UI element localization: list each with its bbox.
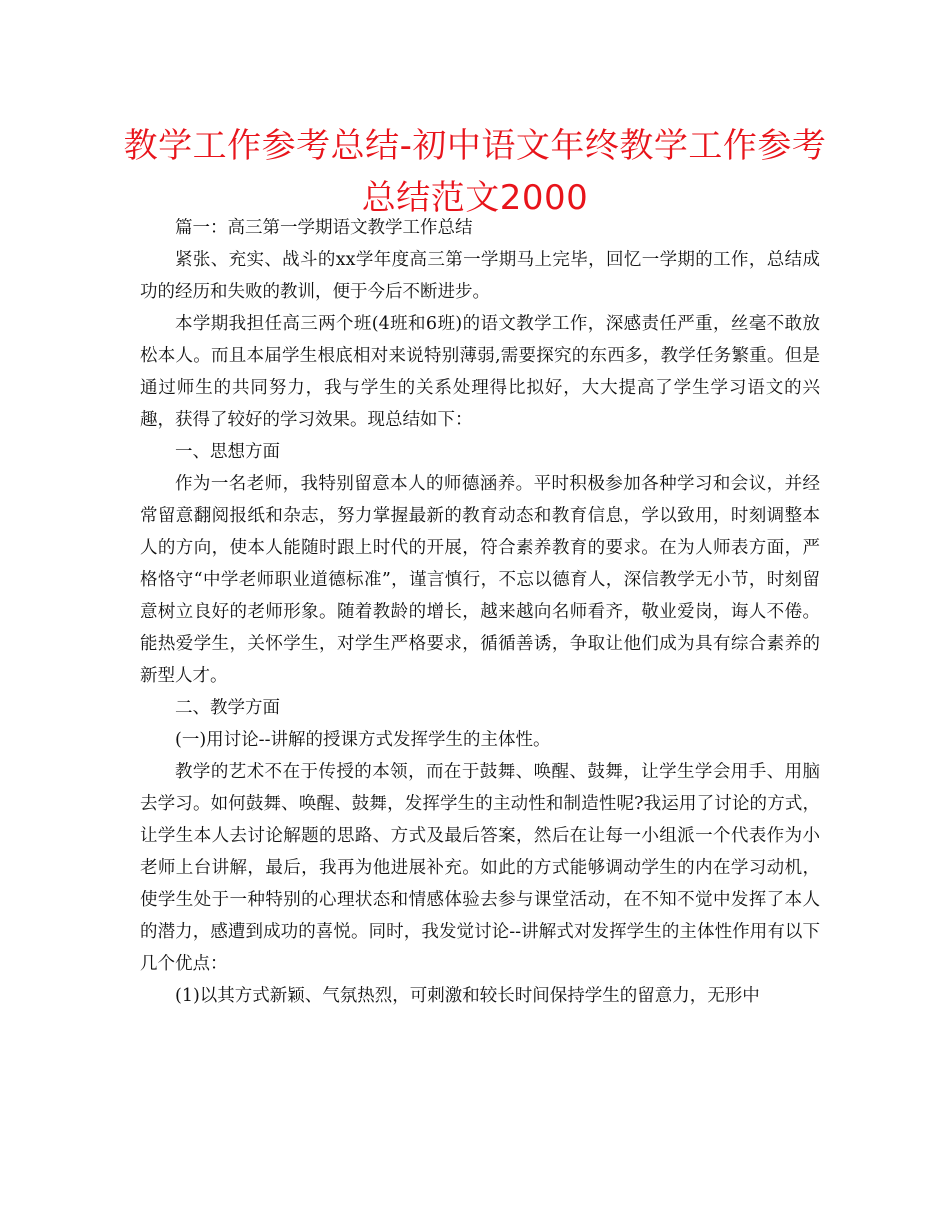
list-item: (1)以其方式新颖、气氛热烈，可刺激和较长时间保持学生的留意力，无形中 xyxy=(175,986,760,1006)
section-heading: 一、思想方面 xyxy=(175,442,280,462)
section-heading: 二、教学方面 xyxy=(175,698,280,718)
section-label: 篇一：高三第一学期语文教学工作总结 xyxy=(175,218,473,238)
subsection-heading: (一)用讨论--讲解的授课方式发挥学生的主体性。 xyxy=(175,730,551,750)
paragraph: 作为一名老师，我特别留意本人的师德涵养。平时积极参加各种学习和会议，并经常留意翻阅报纸和杂志，努力掌握最新的教育动态和教育信息，学以致用，时刻调整本人的方向，使本人能随时跟上时代的开展，符合素养教育的要求。在为人师表方面，严格恪守“中学老师职业道德标准”，谨言慎行，不忘以德育人，深信教学无小节，时刻留意树立良好的老师形象。随着教龄的增长，越来越向名师看齐，敬业爱岗，诲人不倦。能热爱学生，关怀学生，对学生严格要求，循循善诱，争取让他们成为具有综合素养的新型人才。 xyxy=(140,474,820,686)
paragraph: 教学的艺术不在于传授的本领，而在于鼓舞、唤醒、鼓舞，让学生学会用手、用脑去学习。如何鼓舞、唤醒、鼓舞，发挥学生的主动性和制造性呢?我运用了讨论的方式，让学生本人去讨论解题的思路、方式及最后答案，然后在让每一小组派一个代表作为小老师上台讲解，最后，我再为他进展补充。如此的方式能够调动学生的内在学习动机，使学生处于一种特别的心理状态和情感体验去参与课堂活动，在不知不觉中发挥了本人的潜力，感遭到成功的喜悦。同时，我发觉讨论--讲解式对发挥学生的主体性作用有以下几个优点： xyxy=(140,762,820,974)
document-body xyxy=(140,212,820,1012)
paragraph: 紧张、充实、战斗的xx学年度高三第一学期马上完毕，回忆一学期的工作，总结成功的经历和失败的教训，便于今后不断进步。 xyxy=(140,250,820,302)
paragraph: 本学期我担任高三两个班(4班和6班)的语文教学工作，深感责任严重，丝毫不敢放松本人。而且本届学生根底相对来说特别薄弱,需要探究的东西多，教学任务繁重。但是通过师生的共同努力，我与学生的关系处理得比拟好，大大提高了学生学习语文的兴趣，获得了较好的学习效果。现总结如下： xyxy=(140,314,820,430)
document-title: 教学工作参考总结-初中语文年终教学工作参考总结范文2000 xyxy=(123,126,827,218)
